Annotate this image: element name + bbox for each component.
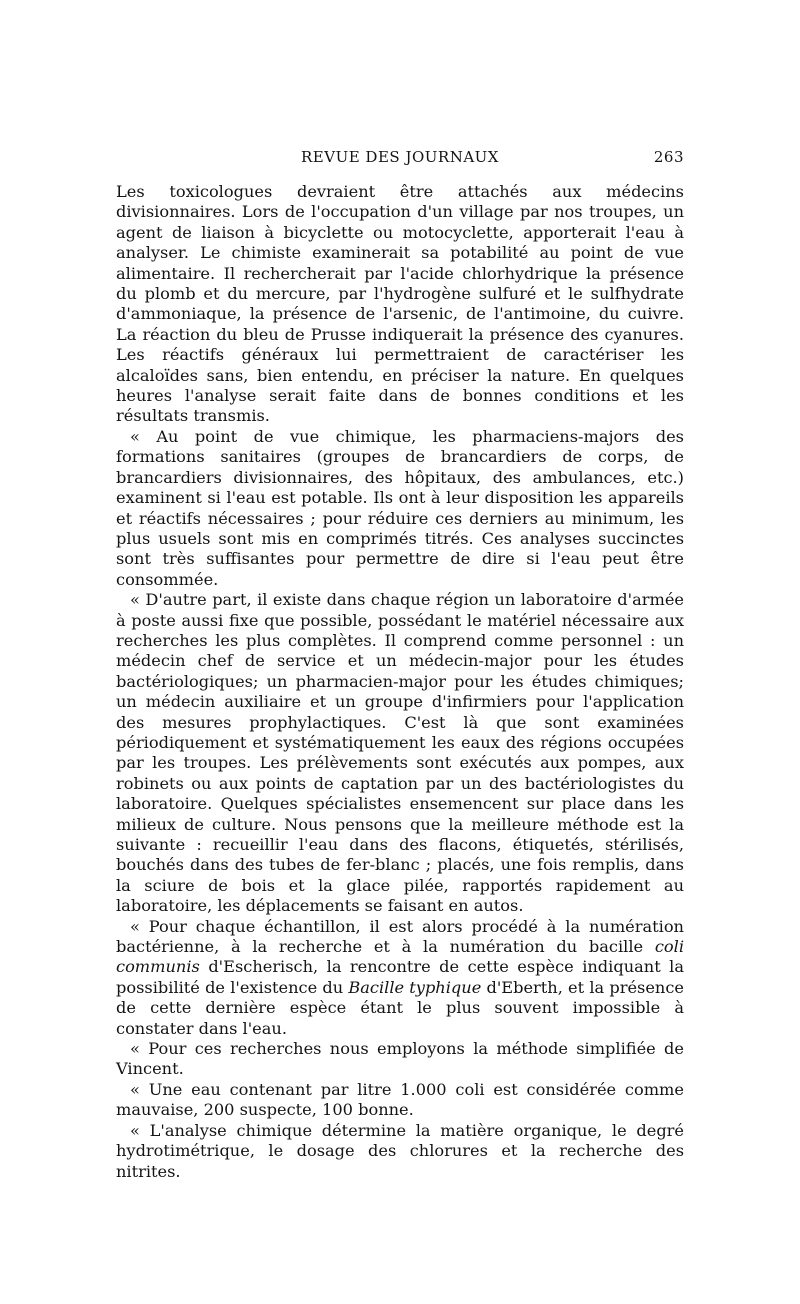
italic-term-coli-communis: coli communis [116,937,684,977]
paragraph-part: « Pour chaque échantillon, il est alors procédé à la numération bactérienne, à la recherche et à la numération du bacille [116,916,684,957]
paragraph-methode-vincent: « Pour ces recherches nous employons la méthode simplifiée de Vincent. [116,1039,684,1079]
paragraph-eau-coli: « Une eau contenant par litre 1.000 coli est considérée comme mauvaise, 200 suspecte, 100 bonne. [116,1079,684,1120]
paragraph-laboratoire-armee: « D'autre part, il existe dans chaque région un laboratoire d'armée à poste aussi fixe que possible, possédant le matériel nécessaire aux recherches les plus complètes. Il comprend comme personnel : un médecin chef de service et un médecin-major pour les études bactériologiques; un pharmacien-major pour les études chimiques; un médecin auxiliaire et un groupe d'infirmiers pour l'application des mesures prophylactiques. C'est là que sont examinées périodiquement et systématiquement les eaux des régions occupées par les troupes. Les prélèvements sont exécutés aux pompes, aux robinets ou aux points de captation par un des bactériologistes du laboratoire. Quelques spécialistes ensemencent sur place dans les milieux de culture. Nous pensons que la meilleure méthode est la suivante : recueillir l'eau dans des flacons, étiquetés, stérilisés, bouchés dans des tubes de fer-blanc ; placés, une fois remplis, dans la sciure de bois et la glace pilée, rapportés rapidement au laboratoire, les déplacements se faisant en autos. [116,590,684,916]
document-page [116,148,684,1182]
running-title: REVUE DES JOURNAUX [301,148,499,166]
page-number: 263 [653,148,684,166]
italic-term-bacille-typhique: Bacille typhique [348,977,482,997]
paragraph-part: d'Eberth, et la présence de cette dernière espèce étant le plus souvent impossible à constater dans l'eau. [116,977,684,1038]
body-text [116,182,684,1182]
paragraph-toxicologues: Les toxicologues devraient être attachés aux médecins divisionnaires. Lors de l'occupation d'un village par nos troupes, un agent de liaison à bicyclette ou motocyclette, apporterait l'eau à analyser. Le chimiste examinerait sa potabilité au point de vue alimentaire. Il rechercherait par l'acide chlorhydrique la présence du plomb et du mercure, par l'hydrogène sulfuré et le sulfhydrate d'ammoniaque, la présence de l'arsenic, de l'antimoine, du cuivre. La réaction du bleu de Prusse indiquerait la présence des cyanures. Les réactifs généraux lui permettraient de caractériser les alcaloïdes sans, bien entendu, en préciser la nature. En quelques heures l'analyse serait faite dans de bonnes conditions et les résultats transmis. [116,182,684,426]
paragraph-analyse-chimique: « L'analyse chimique détermine la matière organique, le degré hydrotimétrique, le dosage des chlorures et la recherche des nitrites. [116,1120,684,1181]
paragraph-numeration-bacterienne [116,917,684,1039]
paragraph-point-de-vue-chimique: « Au point de vue chimique, les pharmaciens-majors des formations sanitaires (groupes de brancardiers de corps, de brancardiers divisionnaires, des hôpitaux, des ambulances, etc.) examinent si l'eau est potable. Ils ont à leur disposition les appareils et réactifs nécessaires ; pour réduire ces derniers au minimum, les plus usuels sont mis en comprimés titrés. Ces analyses succinctes sont très suffisantes pour permettre de dire si l'eau peut être consommée. [116,426,684,589]
paragraph-part: d'Escherisch, la rencontre de cette espèce indiquant la possibilité de l'existence du [116,957,684,997]
running-head [116,148,684,174]
